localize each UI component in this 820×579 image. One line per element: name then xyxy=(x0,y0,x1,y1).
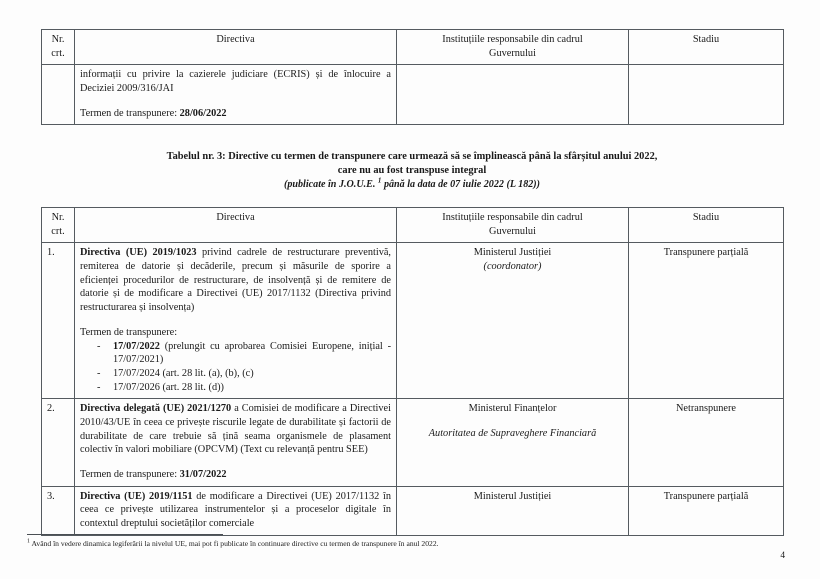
cell-stadiu xyxy=(629,65,784,125)
cell-directiva xyxy=(75,243,397,399)
column-header-nr-crt xyxy=(42,30,75,65)
column-header-institutii-line1: Instituțiile responsabile din cadrul xyxy=(442,34,583,45)
footnote-marker-icon: 1 xyxy=(377,176,382,185)
table-row xyxy=(42,486,784,535)
cell-nr-crt: 2. xyxy=(42,399,75,486)
table-row xyxy=(42,399,784,486)
paragraph-spacer xyxy=(80,457,391,468)
directive-title: Directiva (UE) 2019/1151 xyxy=(80,490,193,502)
section-subtitle-prefix: (publicate în J.O.U.E. xyxy=(283,179,378,191)
termen-date-secondary: 17/07/2024 (art. 28 lit. (a), (b), (c) xyxy=(113,367,254,379)
section-title-line1: Tabelul nr. 3: Directive cu termen de transpunere care urmează să se împlinească până la sfârșitul anului 2022, xyxy=(166,151,658,162)
institution-role: (coordonator) xyxy=(483,261,542,273)
section-title xyxy=(41,150,783,192)
column-header-institutii-line1: Instituțiile responsabile din cadrul xyxy=(442,212,583,223)
column-header-nr-line1: Nr. xyxy=(51,34,65,45)
cell-stadiu xyxy=(629,486,784,535)
cell-institutii xyxy=(397,65,629,125)
cell-institutii xyxy=(397,486,629,535)
cell-nr-crt xyxy=(42,65,75,125)
list-item xyxy=(97,367,391,381)
section-title-line2: care nu au fost transpuse integral xyxy=(337,165,487,177)
termen-value: 31/07/2022 xyxy=(179,469,227,480)
column-header-nr-line1: Nr. xyxy=(51,212,65,223)
section-subtitle-suffix: până la data de 07 iulie 2022 (L 182)) xyxy=(381,179,541,191)
cell-institutii xyxy=(397,243,629,399)
column-header-directiva: Directiva xyxy=(75,30,397,65)
cell-nr-crt: 1. xyxy=(42,243,75,399)
column-header-nr-line2: crt. xyxy=(51,225,65,237)
column-header-nr-crt xyxy=(42,208,75,243)
table-header-row xyxy=(42,30,784,65)
termen-label: Termen de transpunere: xyxy=(80,107,178,119)
paragraph-spacer xyxy=(80,315,391,326)
institution-name: Ministerul Justiției xyxy=(473,247,552,259)
footnote-number: 1 xyxy=(27,538,30,545)
table-row xyxy=(42,243,784,399)
footnote-body: Având în vedere dinamica legiferării la nivelul UE, mai pot fi publicate în continuare directive cu termen de transpunere în anul 2022. xyxy=(31,539,439,548)
institution-secondary: Autoritatea de Supraveghere Financiară xyxy=(428,427,597,439)
directive-body: privind cadrele de restructurare preventivă, remiterea de datorie și decăderile, precum și măsurile de sporire a eficienței procedurilor de restructurare, de insolvență și de remitere de datorie și de modificare a Directivei (UE) 2017/1132 (Directiva privind restructurarea și insolvența) xyxy=(80,247,391,314)
directives-table-3 xyxy=(41,207,784,536)
paragraph-spacer xyxy=(402,416,623,427)
section-subtitle xyxy=(41,178,783,192)
directive-title: Directiva (UE) 2019/1023 xyxy=(80,247,197,259)
directive-body: a Comisiei de modificare a Directivei 2010/43/UE în ceea ce privește riscurile legate de durabilitate și factorii de durabilitate de care trebuie să țină seama organismele de plasament colectiv în valori mobiliare (OPCVM) (Text cu relevanță pentru SEE) xyxy=(80,403,391,456)
status-text: Transpunere parțială xyxy=(663,247,749,259)
column-header-stadiu: Stadiu xyxy=(629,30,784,65)
institution-name: Ministerul Justiției xyxy=(473,490,552,502)
termen-label: Termen de transpunere: xyxy=(80,326,178,338)
column-header-institutii-line2: Guvernului xyxy=(489,47,536,59)
directive-body: de modificare a Directivei (UE) 2017/1132 în ceea ce privește utilizarea instrumentelor și a proceselor digitale în contextul dreptului societăților comerciale xyxy=(80,490,391,530)
termen-date-tertiary: 17/07/2026 (art. 28 lit. (d)) xyxy=(113,381,224,393)
directive-text-line1: informații cu privire la cazierele judiciare (ECRIS) și de înlocuire xyxy=(80,69,381,81)
cell-stadiu xyxy=(629,243,784,399)
cell-directiva xyxy=(75,65,397,125)
termen-value: 28/06/2022 xyxy=(179,107,227,119)
column-header-institutii-line2: Guvernului xyxy=(489,225,536,237)
status-text: Netranspunere xyxy=(675,403,737,415)
cell-directiva xyxy=(75,399,397,486)
institution-name: Ministerul Finanțelor xyxy=(468,403,557,415)
column-header-institutii xyxy=(397,208,629,243)
directives-table-continued xyxy=(41,29,784,125)
column-header-directiva: Directiva xyxy=(75,208,397,243)
column-header-stadiu: Stadiu xyxy=(629,208,784,243)
page-number: 4 xyxy=(780,551,785,561)
termen-date-primary: 17/07/2022 xyxy=(113,340,160,352)
list-item xyxy=(97,340,391,367)
column-header-nr-line2: crt. xyxy=(51,47,65,59)
directive-title: Directiva delegată (UE) 2021/1270 xyxy=(80,403,232,415)
cell-institutii xyxy=(397,399,629,486)
list-item xyxy=(97,381,391,395)
footnote-separator xyxy=(27,534,223,535)
directive-text-line2: a Deciziei 2009/316/JAI xyxy=(80,69,391,95)
termen-date-note: (prelungit cu aprobarea Comisiei Europene, inițial - 17/07/2021) xyxy=(113,340,391,366)
footnote xyxy=(27,534,787,549)
paragraph-spacer xyxy=(80,96,391,107)
cell-directiva xyxy=(75,486,397,535)
termen-label: Termen de transpunere: xyxy=(80,469,178,480)
table-row xyxy=(42,65,784,125)
termen-list xyxy=(80,340,391,395)
cell-stadiu xyxy=(629,399,784,486)
column-header-institutii xyxy=(397,30,629,65)
status-text: Transpunere parțială xyxy=(663,490,749,502)
table-header-row xyxy=(42,208,784,243)
cell-nr-crt: 3. xyxy=(42,486,75,535)
footnote-text xyxy=(27,539,787,549)
